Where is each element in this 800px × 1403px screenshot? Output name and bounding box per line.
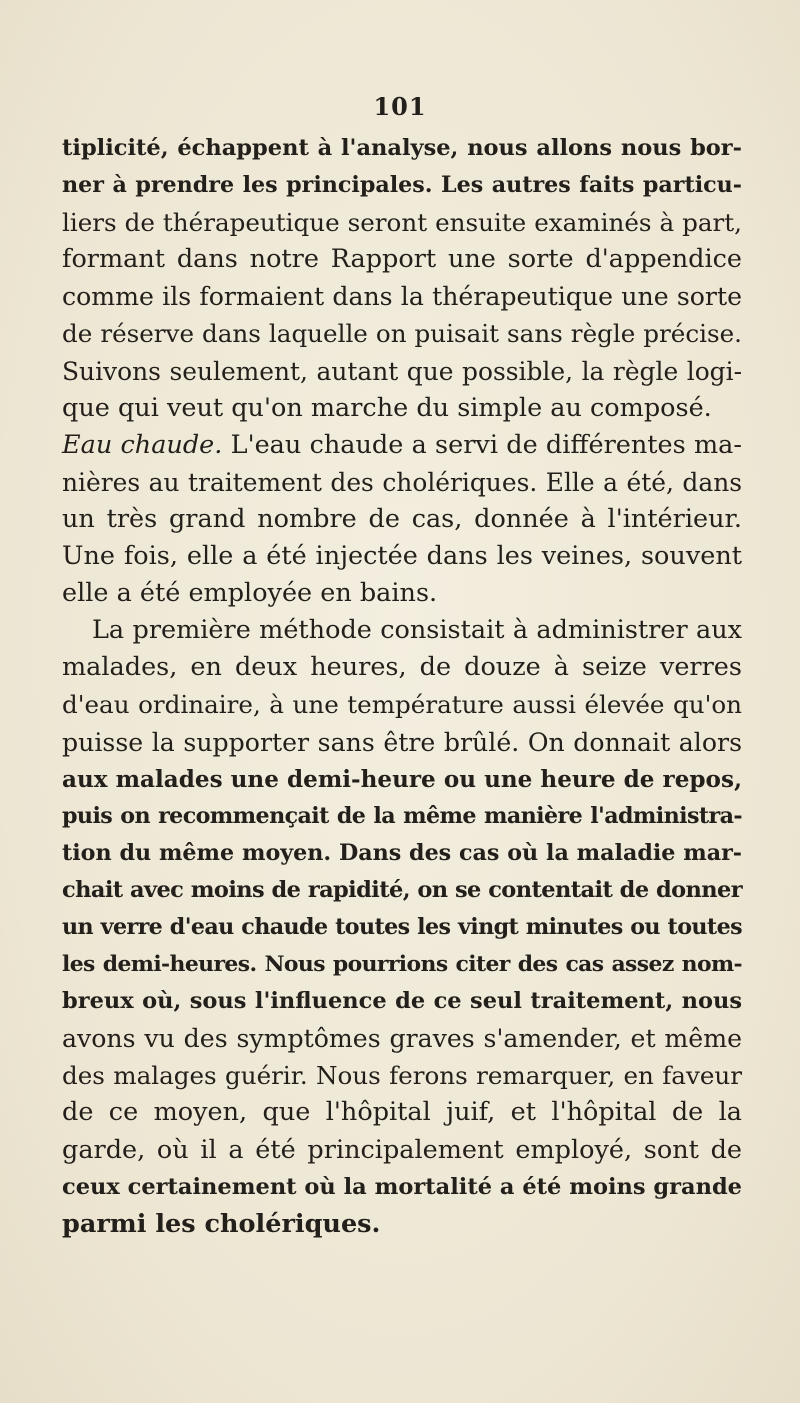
text-line: un très grand nombre de cas, donnée à l'intérieur. [62,503,742,534]
text-line: tion du même moyen. Dans des cas où la maladie mar- [62,839,742,866]
text-line: tiplicité, échappent à l'analyse, nous allons nous bor- [62,135,742,161]
body-text [62,130,742,1243]
text-line: Suivons seulement, autant que possible, la règle logi- [62,356,742,386]
text-line-with-heading [62,427,742,464]
text-line: avons vu des symptômes graves s'amender, et même [62,1024,742,1054]
section-heading: Eau chaude. [62,429,223,460]
text-line: ceux certainement où la mortalité a été moins grande [62,1173,742,1200]
text-line: chait avec moins de rapidité, on se contentait de donner [62,876,742,903]
text-line: garde, où il a été principalement employé, sont de [62,1134,742,1165]
text-line: elle a été employée en bains. [62,578,438,609]
text-line: ner à prendre les principales. Les autres faits particu- [62,172,742,199]
page-number: 101 [373,92,427,121]
text-line: comme ils formaient dans la thérapeutique une sorte [62,282,742,312]
text-line: liers de thérapeutique seront ensuite examinés à part, [62,208,742,238]
text-line: malades, en deux heures, de douze à seize verres [62,652,742,683]
text-line: La première méthode consistait à administrer aux [92,615,742,646]
text-line: de réserve dans laquelle on puisait sans règle précise. [62,319,742,349]
text-line: breux où, sous l'influence de ce seul traitement, nous [62,988,742,1015]
text-line: aux malades une demi-heure ou une heure de repos, [62,765,742,793]
text-line: parmi les cholériques. [62,1208,381,1239]
text-line: de ce moyen, que l'hôpital juif, et l'hôpital de la [62,1097,742,1128]
text-line: d'eau ordinaire, à une température aussi élevée qu'on [62,690,742,720]
text-line: un verre d'eau chaude toutes les vingt minutes ou toutes [62,913,742,940]
text-line: des malages guérir. Nous ferons remarquer, en faveur [62,1061,742,1091]
text-line: Une fois, elle a été injectée dans les veines, souvent [62,541,742,572]
text-line: les demi-heures. Nous pourrions citer des cas assez nom- [62,951,742,978]
text-line: nières au traitement des cholériques. Elle a été, dans [62,467,742,497]
text-line: formant dans notre Rapport une sorte d'appendice [62,244,742,275]
text-line: que qui veut qu'on marche du simple au composé. [62,392,712,423]
text-line: puisse la supporter sans être brûlé. On donnait alors [62,727,742,757]
text-line: puis on recommençait de la même manière l'administra- [62,802,742,829]
text-line-rest: L'eau chaude a servi de différentes ma- [230,429,742,460]
